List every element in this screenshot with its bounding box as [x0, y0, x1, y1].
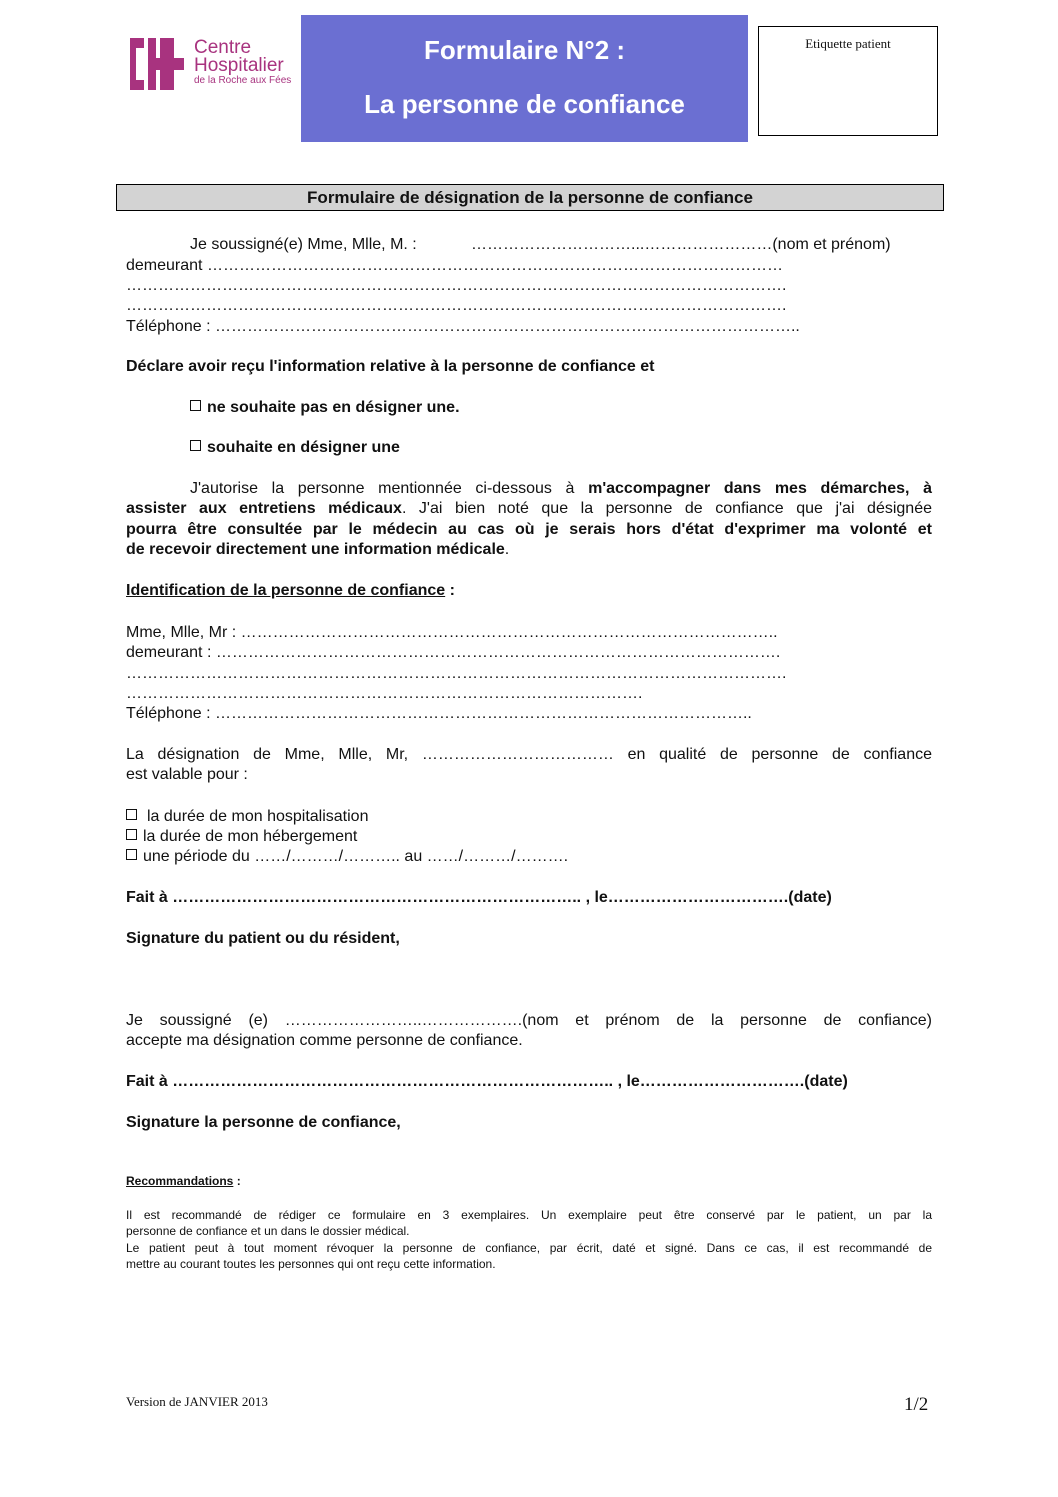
validity-option-hebergement-label: la durée de mon hébergement: [143, 828, 358, 845]
recommendations-p2-line2: mettre au courant toutes les personnes qui ont reçu cette information.: [126, 1257, 496, 1271]
patient-label-caption: Etiquette patient: [805, 36, 891, 51]
logo-text-line3: de la Roche aux Fées: [194, 75, 292, 86]
section-title-bar: Formulaire de désignation de la personne de confiance: [116, 184, 944, 211]
authorization-line4: [126, 540, 932, 560]
patient-address-cont1[interactable]: …………………………………………………………………………………………………………….: [126, 277, 787, 294]
patient-phone-field[interactable]: Téléphone : ………………………………………………………………………………………………..: [126, 318, 800, 335]
trustee-place-date-field[interactable]: Fait à ……………………………………………………………………….. , le………………………….(date): [126, 1073, 848, 1090]
patient-name-label: Je soussigné(e) Mme, Mlle, M. :: [190, 236, 417, 253]
authorization-text-1: J'autorise la personne mentionnée ci-dessous à: [190, 480, 589, 497]
footer-version: Version de JANVIER 2013: [126, 1394, 268, 1409]
validity-line1[interactable]: La désignation de Mme, Mlle, Mr, ……………………………… en qualité de personne de confiance: [126, 746, 932, 763]
hospital-logo: [124, 32, 304, 98]
logo-text-line2: Hospitalier: [194, 55, 284, 76]
trustee-address-cont2[interactable]: …………………………………………………………………………………….: [126, 685, 643, 702]
declaration-text: Déclare avoir reçu l'information relative à la personne de confiance et: [126, 358, 655, 375]
validity-option-hospitalisation[interactable]: [126, 807, 932, 827]
acceptance-line1[interactable]: Je soussigné (e) ……………………..……………….(nom et prénom de la personne de confiance): [126, 1012, 932, 1029]
checkbox-period[interactable]: [126, 849, 137, 860]
trustee-address-cont1[interactable]: …………………………………………………………………………………………………………….: [126, 665, 787, 682]
option-no-designate[interactable]: [126, 398, 932, 418]
authorization-line2: [126, 499, 932, 519]
trustee-heading-text: Identification de la personne de confiance: [126, 582, 446, 599]
form-subject-title: La personne de confiance: [364, 89, 685, 119]
validity-option-period-label: une période du ……/………/……….. au ……/………/……….: [143, 848, 569, 865]
patient-name-field[interactable]: …………………………...……………………(nom et prénom): [471, 236, 891, 253]
authorization-bold-4: de recevoir directement une information médicale: [126, 541, 505, 558]
recommendations-heading: [126, 1173, 932, 1189]
form-title-box: [301, 15, 748, 142]
authorization-line3: pourra être consultée par le médecin au cas où je serais hors d'état d'exprimer ma volonté et: [126, 521, 932, 538]
checkbox-no-designate[interactable]: [190, 400, 201, 411]
option-designate-label: souhaite en désigner une: [207, 439, 400, 456]
option-designate[interactable]: [126, 438, 932, 458]
option-no-designate-label: ne souhaite pas en désigner une.: [207, 399, 460, 416]
trustee-heading: [126, 581, 932, 601]
acceptance-line2: accepte ma désignation comme personne de confiance.: [126, 1032, 523, 1049]
recommendations-p1-line1: Il est recommandé de rédiger ce formulaire en 3 exemplaires. Un exemplaire peut être conservé par le patient, un par la: [126, 1208, 932, 1222]
validity-option-period[interactable]: [126, 847, 932, 867]
authorization-text-2: . J'ai bien noté que la personne de confiance que j'ai désignée: [401, 500, 932, 517]
authorization-text-4: .: [504, 541, 510, 558]
validity-option-hebergement[interactable]: [126, 827, 932, 847]
trustee-signature-label: Signature la personne de confiance,: [126, 1114, 401, 1131]
checkbox-hospitalisation[interactable]: [126, 809, 137, 820]
recommendations-p1-line2: personne de confiance et un dans le dossier médical.: [126, 1224, 410, 1238]
patient-signature-label: Signature du patient ou du résident,: [126, 930, 400, 947]
trustee-phone-field[interactable]: Téléphone : ………………………………………………………………………………………..: [126, 705, 752, 722]
patient-place-date-field[interactable]: Fait à ………………………………………………………………….. , le…………………………….(date): [126, 889, 832, 906]
checkbox-designate[interactable]: [190, 440, 201, 451]
trustee-name-field[interactable]: Mme, Mlle, Mr : ………………………………………………………………………………………..: [126, 624, 778, 641]
validity-option-hospitalisation-label: la durée de mon hospitalisation: [147, 808, 369, 825]
trustee-heading-suffix: :: [445, 582, 455, 599]
page-number: 1/2: [904, 1394, 929, 1415]
patient-address-cont2[interactable]: …………………………………………………………………………………………………………….: [126, 297, 787, 314]
logo-text-line1: Centre: [194, 37, 252, 58]
recommendations-heading-text: Recommandations: [126, 1174, 234, 1188]
form-number-title: Formulaire N°2 :: [423, 35, 626, 65]
validity-line2: est valable pour :: [126, 766, 248, 783]
patient-label-box: [758, 26, 938, 136]
authorization-line1: [126, 479, 932, 499]
trustee-address-field[interactable]: demeurant : …………………………………………………………………………………………….: [126, 644, 781, 661]
hospital-logo-icon: [124, 34, 184, 94]
recommendations-p2-line1: Le patient peut à tout moment révoquer la personne de confiance, par écrit, daté et signé. Dans ce cas, il est recommandé de: [126, 1241, 932, 1255]
patient-address-field[interactable]: demeurant ………………………………………………………………………………………………: [126, 257, 783, 274]
recommendations-heading-suffix: :: [233, 1174, 241, 1188]
authorization-bold-1: m'accompagner dans mes démarches, à: [588, 480, 932, 497]
checkbox-hebergement[interactable]: [126, 829, 137, 840]
authorization-bold-2: assister aux entretiens médicaux: [126, 500, 402, 517]
